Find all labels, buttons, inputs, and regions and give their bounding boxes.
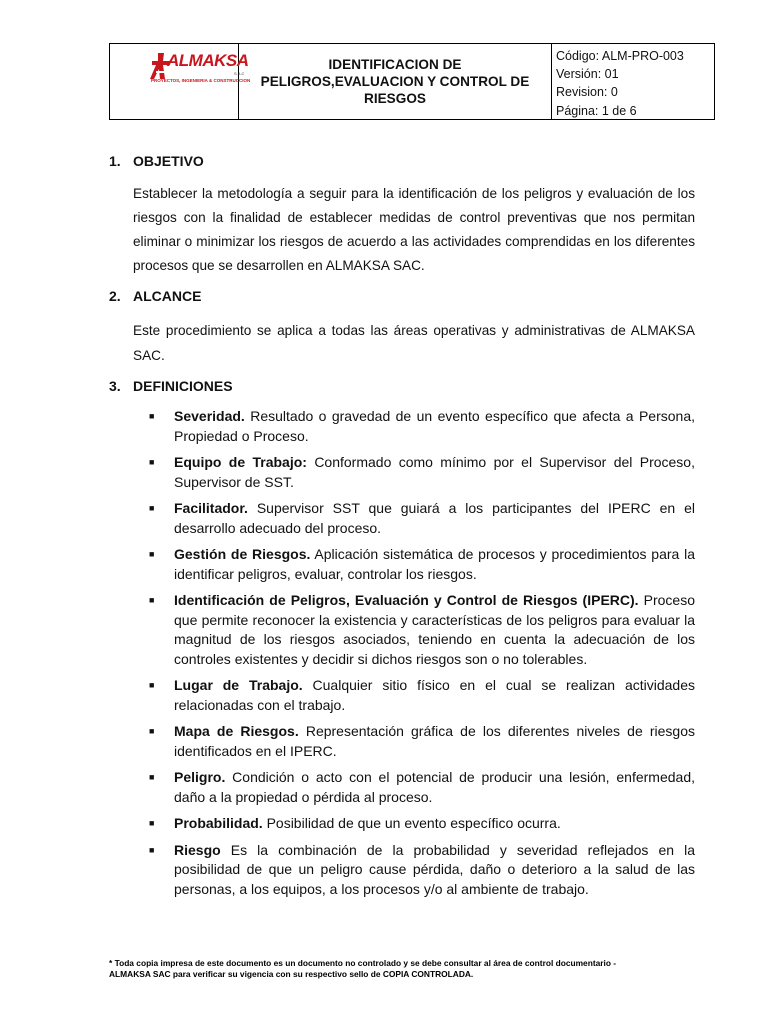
logo-wordmark: ALMAKSA <box>167 51 249 70</box>
definition-text: Posibilidad de que un evento específico ocurra. <box>262 815 561 831</box>
list-item <box>149 499 695 538</box>
definition-text: Condición o acto con el potencial de producir una lesión, enfermedad, daño a la propiedad o pérdida al proceso. <box>174 769 695 805</box>
definition-term: Lugar de Trabajo. <box>174 677 303 693</box>
objetivo-paragraph: Establecer la metodología a seguir para la identificación de los peligros y evaluación de los riesgos con la finalidad de establecer medidas de control preventivas que nos permitan eliminar o minimizar los riesgos de acuerdo a las actividades comprendidas en los diferentes procesos que se desarrollen en ALMAKSA SAC. <box>133 186 695 273</box>
section-number: 1. <box>109 153 121 169</box>
list-item <box>149 814 695 834</box>
document-meta <box>552 44 714 119</box>
list-item <box>149 768 695 807</box>
logo-cell <box>110 44 251 119</box>
bullet-icon: ■ <box>149 772 155 782</box>
footer-line: * Toda copia impresa de este documento es un documento no controlado y se debe consultar al área de control documentario - <box>109 958 617 968</box>
list-item <box>149 453 695 492</box>
bullet-icon: ■ <box>149 595 155 605</box>
logo-sac: S.A.C <box>234 71 245 76</box>
bullet-icon: ■ <box>149 726 155 736</box>
definition-term: Peligro. <box>174 769 226 785</box>
list-item <box>149 545 695 584</box>
document-footer-note <box>109 958 715 980</box>
definition-term: Gestión de Riesgos. <box>174 546 311 562</box>
title-line: IDENTIFICACION DE <box>328 57 462 72</box>
bullet-icon: ■ <box>149 549 155 559</box>
bullet-icon: ■ <box>149 680 155 690</box>
bullet-icon: ■ <box>149 457 155 467</box>
document-title <box>239 44 552 119</box>
definition-text: Es la combinación de la probabilidad y severidad reflejados en la posibilidad de que un peligro cause pérdida, daño o deterioro a la salud de las personas, a los equipos, a los procesos y/o al ambiente de trabajo. <box>174 841 695 897</box>
list-item <box>149 591 695 669</box>
definition-term: Probabilidad. <box>174 815 263 831</box>
section-number: 2. <box>109 288 121 304</box>
list-item <box>149 407 695 446</box>
definition-text: Cualquier sitio físico en el cual se realizan actividades relacionadas con el trabajo. <box>174 677 695 713</box>
definition-text: Resultado o gravedad de un evento específico que afecta a Persona, Propiedad o Proceso. <box>174 408 695 444</box>
list-item <box>149 676 695 715</box>
definition-term: Identificación de Peligros, Evaluación y Control de Riesgos (IPERC). <box>174 592 639 608</box>
definition-text: Representación gráfica de los diferentes niveles de riesgos identificados en el IPERC. <box>174 723 695 759</box>
definition-term: Severidad. <box>174 408 245 424</box>
section-heading-alcance <box>109 288 201 304</box>
definition-term: Equipo de Trabajo: <box>174 454 307 470</box>
definition-text: Supervisor SST que guiará a los participantes del IPERC en el desarrollo adecuado del proceso. <box>174 500 695 536</box>
bullet-icon: ■ <box>149 844 155 855</box>
doc-code: Código: ALM-PRO-003 <box>556 49 684 63</box>
doc-version: Versión: 01 <box>556 67 619 82</box>
definition-term: Mapa de Riesgos. <box>174 723 299 739</box>
logo-subtext: PROYECTOS, INGENIERIA & CONSTRUCCION <box>151 78 251 83</box>
doc-revision: Revision: 0 <box>556 85 618 100</box>
definition-term: Riesgo <box>174 841 221 858</box>
section-heading-definiciones <box>109 378 233 394</box>
title-line: PELIGROS,EVALUACION Y CONTROL DE <box>260 74 530 89</box>
definition-text: Aplicación sistemática de procesos y procedimientos para la identificar peligros, evaluar, controlar los riesgos. <box>174 546 695 582</box>
list-item <box>149 722 695 761</box>
doc-page: Página: 1 de 6 <box>556 103 637 118</box>
bullet-icon: ■ <box>149 818 155 828</box>
bullet-icon: ■ <box>149 503 155 513</box>
section-title: OBJETIVO <box>133 153 204 169</box>
title-line: RIESGOS <box>364 91 426 106</box>
definition-text: Proceso que permite reconocer la existencia y características de los peligros para evaluar la magnitud de los riesgos asociados, teniendo en cuenta la adecuación de los controles existentes y decidir si dichos riesgos son o no tolerables. <box>174 592 695 667</box>
section-number: 3. <box>109 378 121 394</box>
list-item <box>149 841 695 900</box>
definition-term: Facilitador. <box>174 500 248 516</box>
definition-text: Conformado como mínimo por el Supervisor del Proceso, Supervisor de SST. <box>174 454 695 490</box>
section-heading-objetivo <box>109 153 204 169</box>
document-header <box>109 43 715 120</box>
bullet-icon: ■ <box>149 411 155 421</box>
section-title: DEFINICIONES <box>133 378 233 394</box>
definitions-list <box>149 407 695 899</box>
section-title: ALCANCE <box>133 288 202 304</box>
footer-line: ALMAKSA SAC para verificar su vigencia con su respectivo sello de COPIA CONTROLADA. <box>109 969 474 979</box>
alcance-paragraph: Este procedimiento se aplica a todas las áreas operativas y administrativas de ALMAKSA SAC. <box>133 323 695 363</box>
